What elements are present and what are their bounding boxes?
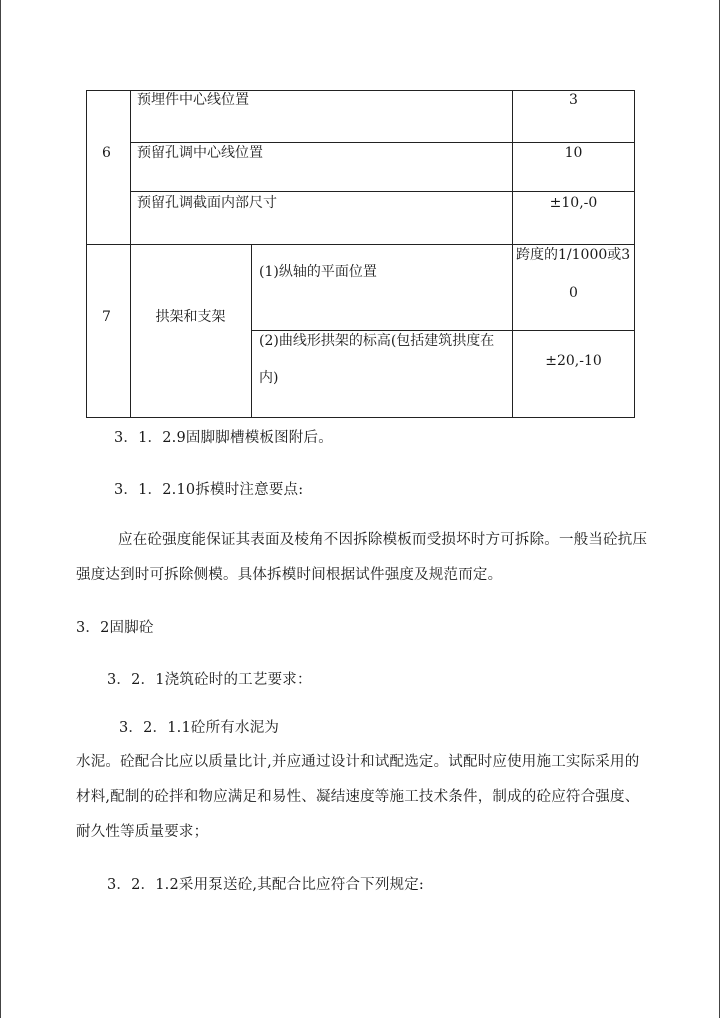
row6-item2-label: 预留孔调中心线位置 xyxy=(137,145,263,161)
paragraph-3-2-1-1: 3．2．1.1砼所有水泥为 xyxy=(119,720,280,736)
row7-item2-label-line1: (2)曲线形拱架的标高(包括建筑拱度在 xyxy=(259,333,495,349)
row7-item1-value-line1: 跨度的1/1000或3 xyxy=(516,247,631,263)
row6-index: 6 xyxy=(102,145,111,161)
table-vline xyxy=(130,90,131,418)
paragraph-3-1-2-9: 3．1．2.9固脚脚槽模板图附后。 xyxy=(114,430,333,446)
paragraph-3-2-1: 3．2．1浇筑砼时的工艺要求： xyxy=(107,672,312,688)
row7-item1-label: (1)纵轴的平面位置 xyxy=(259,264,377,280)
row6-item1-value: 3 xyxy=(569,92,578,108)
table-hline xyxy=(130,142,635,143)
section-heading-3-2: 3．2固脚砼 xyxy=(76,620,154,636)
row6-item2-value: 10 xyxy=(564,145,583,161)
row7-item1-value-line2: 0 xyxy=(569,285,578,301)
page-border-left xyxy=(0,0,1,1018)
table-vline xyxy=(251,244,252,418)
row7-item2-label-line2: 内) xyxy=(259,370,279,386)
row7-item2-value: ±20,-10 xyxy=(545,353,602,369)
row6-item3-value: ±10,-0 xyxy=(549,195,598,211)
table-hline xyxy=(86,244,635,245)
paragraph-demolding-line1: 应在砼强度能保证其表面及棱角不因拆除模板而受损坏时方可拆除。一般当砼抗压 xyxy=(118,532,648,548)
paragraph-cement-line3: 耐久性等质量要求； xyxy=(76,824,209,840)
paragraph-cement-line1: 水泥。砼配合比应以质量比计,并应通过设计和试配选定。试配时应使用施工实际采用的 xyxy=(76,754,640,770)
paragraph-3-1-2-10: 3．1．2.10拆模时注意要点: xyxy=(114,482,304,498)
row6-item1-label: 预埋件中心线位置 xyxy=(137,92,249,108)
table-hline xyxy=(130,191,635,192)
table-hline xyxy=(251,330,635,331)
paragraph-3-2-1-2: 3．2．1.2采用泵送砼,其配合比应符合下列规定: xyxy=(107,877,425,893)
row6-item3-label: 预留孔调截面内部尺寸 xyxy=(137,195,277,211)
paragraph-cement-line2: 材料,配制的砼拌和物应满足和易性、凝结速度等施工技术条件，制成的砼应符合强度、 xyxy=(76,789,640,805)
paragraph-demolding-line2: 强度达到时可拆除侧模。具体拆模时间根据试件强度及规范而定。 xyxy=(76,567,503,583)
row7-category: 拱架和支架 xyxy=(155,309,226,325)
row7-index: 7 xyxy=(102,309,111,325)
